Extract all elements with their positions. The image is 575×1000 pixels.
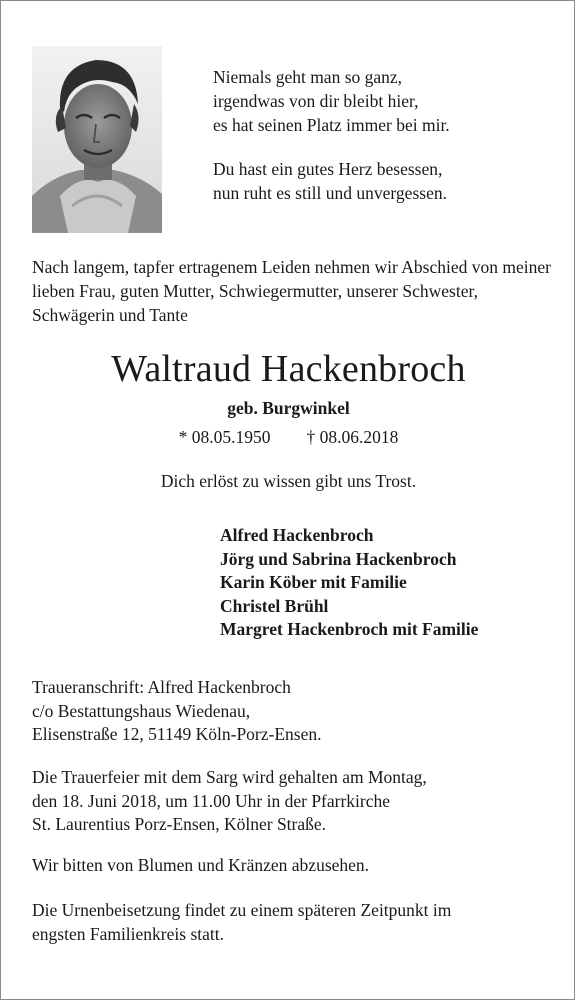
poem-line: es hat seinen Platz immer bei mir. [213,115,450,135]
farewell-intro: Nach langem, tapfer ertragenem Leiden nehmen wir Abschied von meiner lieben Frau, guten Mutter, Schwiegermutter, unserer Schwester, Schwägerin und Tante [32,257,551,325]
funeral-ceremony-info [32,766,552,837]
mourner-name: Margret Hackenbroch mit Familie [220,619,479,639]
mourning-address [32,676,552,747]
mourner-name: Christel Brühl [220,595,329,616]
flowers-request: Wir bitten von Blumen und Kränzen abzusehen. [32,855,370,875]
birth-date: * 08.05.1950 [178,427,271,447]
mourner-name: Alfred Hackenbroch [220,525,374,545]
address-line: c/o Bestattungshaus Wiedenau, [32,700,251,721]
death-date: † 08.06.2018 [306,427,399,447]
urn-line: engsten Familienkreis statt. [32,923,224,944]
ceremony-line: St. Laurentius Porz-Ensen, Kölner Straße. [32,814,327,834]
poem-line: Du hast ein gutes Herz besessen, [213,159,443,179]
mourner-name: Karin Köber mit Familie [220,572,407,592]
address-line: Traueranschrift: Alfred Hackenbroch [32,677,291,697]
portrait-photo [32,46,162,233]
comfort-line: Dich erlöst zu wissen gibt uns Trost. [160,471,417,491]
urn-burial-info [32,899,552,946]
urn-line: Die Urnenbeisetzung findet zu einem späteren Zeitpunkt im [32,900,452,920]
mourners-list [220,524,560,642]
memorial-poem [213,65,543,205]
mourner-name: Jörg und Sabrina Hackenbroch [220,548,457,569]
ceremony-line: den 18. Juni 2018, um 11.00 Uhr in der Pfarrkirche [32,790,391,811]
poem-line: nun ruht es still und unvergessen. [213,183,447,203]
poem-stanza [213,65,543,137]
poem-line: irgendwas von dir bleibt hier, [213,91,419,111]
maiden-name: geb. Burgwinkel [227,398,350,418]
ceremony-line: Die Trauerfeier mit dem Sarg wird gehalten am Montag, [32,767,427,787]
poem-line: Niemals geht man so ganz, [213,67,403,87]
life-dates [1,426,575,448]
poem-stanza [213,157,543,205]
address-line: Elisenstraße 12, 51149 Köln-Porz-Ensen. [32,724,322,744]
deceased-name: Waltraud Hackenbroch [111,348,466,390]
